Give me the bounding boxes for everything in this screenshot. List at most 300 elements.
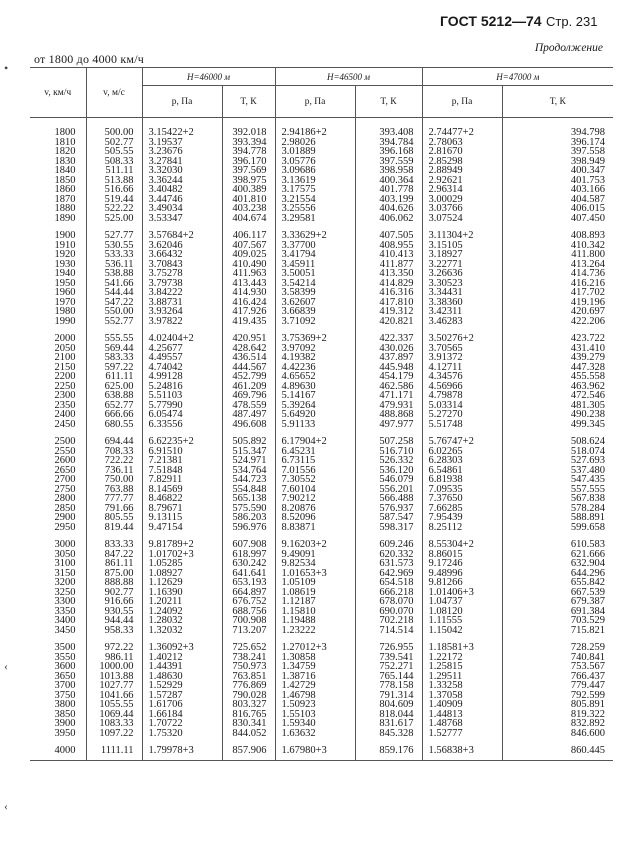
cell-speed-kmh: 3550 — [54, 651, 76, 663]
cell-pressure: 3.27841 — [142, 157, 222, 167]
cell-pressure: 8.25112 — [422, 523, 502, 533]
cell-speed-kmh: 1830 — [54, 155, 76, 167]
cell-pressure: 9.81789+2 — [142, 540, 222, 550]
cell-temperature: 409.025 — [222, 250, 275, 260]
cell-pressure: 3.53347 — [142, 214, 222, 224]
cell-pressure: 1.55103 — [275, 710, 355, 720]
cell-speed-kmh: 1840 — [54, 165, 76, 176]
cell-speed-ms: 777.77 — [86, 494, 142, 504]
cell-temperature: 791.314 — [355, 691, 422, 701]
cell-speed-ms: 505.55 — [86, 147, 142, 157]
cell-speed-ms: 958.33 — [86, 626, 142, 636]
cell-pressure: 3.30523 — [422, 279, 502, 289]
cell-pressure: 1.50923 — [275, 700, 355, 710]
cell-pressure: 3.49034 — [142, 204, 222, 214]
cell-pressure: 1.61706 — [142, 700, 222, 710]
cell-speed-ms: 1027.77 — [86, 681, 142, 691]
cell-pressure: 3.57684+2 — [142, 231, 222, 241]
cell-pressure: 3.84222 — [142, 288, 222, 298]
cell-speed-kmh: 1880 — [54, 203, 76, 214]
cell-pressure: 3.46283 — [422, 317, 502, 327]
cell-pressure: 2.81670 — [422, 147, 502, 157]
cell-temperature: 567.838 — [502, 494, 613, 504]
col-header-kmh: v, км/ч — [30, 68, 86, 118]
cell-speed-kmh: 4000 — [30, 746, 86, 760]
cell-temperature: 499.345 — [502, 420, 613, 430]
cell-temperature: 575.590 — [222, 504, 275, 514]
cell-temperature: 490.238 — [502, 410, 613, 420]
cell-pressure: 2.92621 — [422, 176, 502, 186]
cell-pressure: 3.32030 — [142, 166, 222, 176]
cell-speed-kmh: 3500 — [54, 642, 76, 653]
cell-temperature: 576.937 — [355, 504, 422, 514]
cell-pressure: 1.15042 — [422, 626, 502, 636]
cell-pressure: 3.05776 — [275, 157, 355, 167]
cell-temperature: 750.973 — [222, 662, 275, 672]
table-row — [30, 317, 613, 327]
cell-speed-ms: 502.77 — [86, 138, 142, 148]
cell-temperature: 410.490 — [222, 260, 275, 270]
cell-pressure: 7.95439 — [422, 513, 502, 523]
cell-speed-kmh: 2650 — [54, 464, 76, 476]
cell-pressure: 1.01702+3 — [142, 550, 222, 560]
cell-pressure: 3.03766 — [422, 204, 502, 214]
cell-speed-kmh: 2300 — [54, 390, 76, 401]
cell-pressure: 3.97092 — [275, 344, 355, 354]
cell-temperature: 803.327 — [222, 700, 275, 710]
cell-speed-kmh: 1800 — [54, 127, 76, 138]
cell-temperature: 444.567 — [222, 363, 275, 373]
cell-pressure: 3.42311 — [422, 307, 502, 317]
cell-temperature: 416.424 — [222, 298, 275, 308]
standard-number: ГОСТ 5212—74 — [440, 13, 542, 29]
cell-temperature: 407.505 — [355, 231, 422, 241]
cell-pressure: 3.17575 — [275, 185, 355, 195]
cell-speed-ms: 555.55 — [86, 334, 142, 344]
cell-speed-ms: 522.22 — [86, 204, 142, 214]
cell-pressure: 1.40909 — [422, 700, 502, 710]
cell-pressure: 3.26636 — [422, 269, 502, 279]
cell-temperature: 621.666 — [502, 550, 613, 560]
cell-pressure: 4.99128 — [142, 372, 222, 382]
cell-pressure: 1.40212 — [142, 653, 222, 663]
cell-pressure: 5.64920 — [275, 410, 355, 420]
cell-temperature: 845.328 — [355, 729, 422, 739]
cell-temperature: 481.305 — [502, 401, 613, 411]
cell-speed-ms: 944.44 — [86, 616, 142, 626]
cell-pressure: 1.44813 — [422, 710, 502, 720]
cell-pressure: 1.59340 — [275, 719, 355, 729]
cell-pressure: 3.91372 — [422, 353, 502, 363]
cell-speed-kmh: 1980 — [54, 306, 76, 317]
cell-pressure: 1.08120 — [422, 607, 502, 617]
cell-temperature: 641.641 — [222, 569, 275, 579]
cell-pressure: 4.79878 — [422, 391, 502, 401]
cell-pressure: 1.01653+3 — [275, 569, 355, 579]
cell-temperature: 394.778 — [222, 147, 275, 157]
cell-temperature: 702.218 — [355, 616, 422, 626]
cell-temperature: 588.891 — [502, 513, 613, 523]
cell-temperature: 411.963 — [222, 269, 275, 279]
cell-temperature: 431.410 — [502, 344, 613, 354]
cell-pressure: 3.66432 — [142, 250, 222, 260]
cell-speed-kmh: 3200 — [54, 577, 76, 588]
cell-speed-ms: 527.77 — [86, 231, 142, 241]
cell-temperature: 526.332 — [355, 456, 422, 466]
cell-speed-ms: 533.33 — [86, 250, 142, 260]
cell-temperature: 401.778 — [355, 185, 422, 195]
cell-pressure: 1.67980+3 — [275, 746, 355, 760]
cell-pressure: 1.16390 — [142, 588, 222, 598]
table-row — [30, 420, 613, 430]
cell-temperature: 408.955 — [355, 241, 422, 251]
cell-speed-kmh: 3450 — [54, 624, 76, 636]
cell-temperature: 610.583 — [502, 540, 613, 550]
cell-pressure: 8.79671 — [142, 504, 222, 514]
cell-speed-ms: 597.22 — [86, 363, 142, 373]
cell-pressure: 3.15105 — [422, 241, 502, 251]
table-row — [30, 626, 613, 636]
cell-temperature: 715.821 — [502, 626, 613, 636]
cell-pressure: 1.11555 — [422, 616, 502, 626]
cell-temperature: 631.573 — [355, 559, 422, 569]
cell-pressure: 9.82534 — [275, 559, 355, 569]
cell-speed-ms: 666.66 — [86, 410, 142, 420]
cell-pressure: 4.12711 — [422, 363, 502, 373]
cell-temperature: 546.079 — [355, 475, 422, 485]
cell-temperature: 508.624 — [502, 437, 613, 447]
cell-pressure: 1.48768 — [422, 719, 502, 729]
cell-speed-kmh: 1950 — [54, 277, 76, 289]
cell-temperature: 726.955 — [355, 643, 422, 653]
cell-temperature: 632.904 — [502, 559, 613, 569]
cell-pressure: 1.34759 — [275, 662, 355, 672]
cell-pressure: 3.40482 — [142, 185, 222, 195]
cell-pressure: 9.16203+2 — [275, 540, 355, 550]
cell-pressure: 3.36244 — [142, 176, 222, 186]
cell-temperature: 401.753 — [502, 176, 613, 186]
cell-speed-kmh: 1970 — [54, 296, 76, 308]
cell-temperature: 478.559 — [222, 401, 275, 411]
cell-temperature: 776.869 — [222, 681, 275, 691]
cell-speed-kmh: 3300 — [54, 596, 76, 607]
cell-temperature: 419.435 — [222, 317, 275, 327]
cell-pressure: 4.25677 — [142, 344, 222, 354]
cell-pressure: 1.22172 — [422, 653, 502, 663]
cell-temperature: 805.891 — [502, 700, 613, 710]
cell-pressure: 3.70565 — [422, 344, 502, 354]
cell-speed-ms: 569.44 — [86, 344, 142, 354]
cell-pressure: 3.01889 — [275, 147, 355, 157]
cell-speed-ms: 513.88 — [86, 176, 142, 186]
cell-pressure: 1.38716 — [275, 672, 355, 682]
cell-pressure: 3.07524 — [422, 214, 502, 224]
cell-temperature: 430.026 — [355, 344, 422, 354]
col-header-temperature: T, К — [222, 86, 275, 118]
cell-temperature: 664.897 — [222, 588, 275, 598]
cell-speed-ms: 583.33 — [86, 353, 142, 363]
cell-speed-ms: 508.33 — [86, 157, 142, 167]
cell-temperature: 423.722 — [502, 334, 613, 344]
cell-speed-kmh: 1860 — [54, 184, 76, 195]
cell-temperature: 505.892 — [222, 437, 275, 447]
cell-pressure: 6.91510 — [142, 447, 222, 457]
cell-speed-ms: 875.00 — [86, 569, 142, 579]
cell-pressure: 3.22771 — [422, 260, 502, 270]
cell-pressure: 3.88731 — [142, 298, 222, 308]
cell-temperature: 396.170 — [222, 157, 275, 167]
cell-speed-kmh: 1960 — [54, 287, 76, 298]
cell-temperature: 487.497 — [222, 410, 275, 420]
cell-pressure: 3.79738 — [142, 279, 222, 289]
cell-speed-kmh: 2050 — [54, 342, 76, 354]
cell-pressure: 1.57287 — [142, 691, 222, 701]
cell-pressure: 3.75278 — [142, 269, 222, 279]
cell-temperature: 408.893 — [502, 231, 613, 241]
cell-temperature: 452.799 — [222, 372, 275, 382]
cell-temperature: 524.971 — [222, 456, 275, 466]
cell-temperature: 831.617 — [355, 719, 422, 729]
cell-temperature: 413.443 — [222, 279, 275, 289]
cell-speed-kmh: 1870 — [54, 193, 76, 205]
cell-speed-kmh: 3900 — [54, 718, 76, 729]
cell-temperature: 396.174 — [502, 138, 613, 148]
cell-pressure: 1.01406+3 — [422, 588, 502, 598]
cell-pressure: 1.63632 — [275, 729, 355, 739]
cell-temperature: 398.975 — [222, 176, 275, 186]
cell-pressure: 1.70722 — [142, 719, 222, 729]
cell-temperature: 544.723 — [222, 475, 275, 485]
cell-temperature: 596.976 — [222, 523, 275, 533]
cell-temperature: 393.408 — [355, 128, 422, 138]
cell-pressure: 3.58399 — [275, 288, 355, 298]
cell-temperature: 565.138 — [222, 494, 275, 504]
cell-pressure: 4.34576 — [422, 372, 502, 382]
cell-pressure: 2.78063 — [422, 138, 502, 148]
cell-speed-kmh: 2150 — [54, 361, 76, 373]
cell-pressure: 6.81938 — [422, 475, 502, 485]
cell-temperature: 666.218 — [355, 588, 422, 598]
cell-pressure: 9.48996 — [422, 569, 502, 579]
cell-temperature: 844.052 — [222, 729, 275, 739]
cell-speed-ms: 638.88 — [86, 391, 142, 401]
cell-temperature: 407.450 — [502, 214, 613, 224]
cell-temperature: 396.168 — [355, 147, 422, 157]
cell-speed-ms: 538.88 — [86, 269, 142, 279]
cell-speed-kmh: 1930 — [54, 258, 76, 270]
cell-temperature: 790.028 — [222, 691, 275, 701]
cell-temperature: 690.070 — [355, 607, 422, 617]
cell-pressure: 4.49557 — [142, 353, 222, 363]
cell-pressure: 9.47154 — [142, 523, 222, 533]
cell-pressure: 1.52929 — [142, 681, 222, 691]
cell-temperature: 547.435 — [502, 475, 613, 485]
cell-temperature: 410.413 — [355, 250, 422, 260]
cell-speed-ms: 694.44 — [86, 437, 142, 447]
cell-pressure: 4.19382 — [275, 353, 355, 363]
cell-pressure: 5.51103 — [142, 391, 222, 401]
cell-temperature: 644.296 — [502, 569, 613, 579]
cell-temperature: 439.279 — [502, 353, 613, 363]
cell-speed-ms: 625.00 — [86, 382, 142, 392]
cell-pressure: 3.62607 — [275, 298, 355, 308]
cell-pressure: 7.82911 — [142, 475, 222, 485]
cell-pressure: 1.28032 — [142, 616, 222, 626]
cell-pressure: 3.13619 — [275, 176, 355, 186]
cell-temperature: 400.389 — [222, 185, 275, 195]
cell-pressure: 1.30858 — [275, 653, 355, 663]
speed-range-caption: от 1800 до 4000 км/ч — [34, 52, 144, 66]
cell-speed-ms: 1055.55 — [86, 700, 142, 710]
cell-temperature: 752.271 — [355, 662, 422, 672]
cell-speed-kmh: 2600 — [54, 455, 76, 466]
cell-speed-kmh: 2950 — [54, 521, 76, 533]
cell-pressure: 5.24816 — [142, 382, 222, 392]
cell-temperature: 406.062 — [355, 214, 422, 224]
cell-temperature: 422.206 — [502, 317, 613, 327]
cell-temperature: 411.800 — [502, 250, 613, 260]
cell-speed-kmh: 3800 — [54, 699, 76, 710]
cell-pressure: 5.27270 — [422, 410, 502, 420]
cell-temperature: 437.897 — [355, 353, 422, 363]
cell-pressure: 7.66285 — [422, 504, 502, 514]
cell-temperature: 598.317 — [355, 523, 422, 533]
cell-temperature: 403.238 — [222, 204, 275, 214]
cell-temperature: 779.447 — [502, 681, 613, 691]
cell-pressure: 1.20211 — [142, 597, 222, 607]
cell-pressure: 3.50276+2 — [422, 334, 502, 344]
cell-speed-ms: 511.11 — [86, 166, 142, 176]
cell-pressure: 3.54214 — [275, 279, 355, 289]
cell-temperature: 419.196 — [502, 298, 613, 308]
cell-pressure: 5.14167 — [275, 391, 355, 401]
cell-pressure: 1.42729 — [275, 681, 355, 691]
cell-pressure: 3.97822 — [142, 317, 222, 327]
cell-speed-kmh: 3850 — [54, 708, 76, 720]
cell-temperature: 859.176 — [355, 746, 422, 760]
cell-pressure: 3.37700 — [275, 241, 355, 251]
altitude-header: H=47000 м — [422, 68, 613, 86]
cell-speed-kmh: 3100 — [54, 558, 76, 569]
table-row — [30, 214, 613, 224]
cell-temperature: 436.514 — [222, 353, 275, 363]
cell-temperature: 393.394 — [222, 138, 275, 148]
cell-temperature: 422.337 — [355, 334, 422, 344]
cell-pressure: 5.91133 — [275, 420, 355, 430]
cell-speed-kmh: 3250 — [54, 586, 76, 598]
cell-speed-ms: 847.22 — [86, 550, 142, 560]
cell-pressure: 3.33629+2 — [275, 231, 355, 241]
cell-temperature: 410.342 — [502, 241, 613, 251]
cell-temperature: 403.199 — [355, 195, 422, 205]
standard-atmosphere-table — [30, 67, 613, 761]
cell-temperature: 411.877 — [355, 260, 422, 270]
cell-speed-ms: 547.22 — [86, 298, 142, 308]
cell-speed-kmh: 3650 — [54, 670, 76, 682]
cell-pressure: 6.54861 — [422, 466, 502, 476]
cell-pressure: 3.34431 — [422, 288, 502, 298]
cell-temperature: 392.018 — [222, 128, 275, 138]
cell-speed-ms: 1000.00 — [86, 662, 142, 672]
cell-pressure: 1.04737 — [422, 597, 502, 607]
table-row — [30, 746, 613, 760]
cell-speed-ms: 833.33 — [86, 540, 142, 550]
cell-speed-ms: 791.66 — [86, 504, 142, 514]
cell-pressure: 1.52777 — [422, 729, 502, 739]
cell-temperature: 463.962 — [502, 382, 613, 392]
cell-speed-kmh: 1920 — [54, 249, 76, 260]
cell-temperature: 400.364 — [355, 176, 422, 186]
cell-pressure: 1.36092+3 — [142, 643, 222, 653]
cell-temperature: 400.347 — [502, 166, 613, 176]
altitude-header: H=46500 м — [275, 68, 422, 86]
cell-speed-ms: 519.44 — [86, 195, 142, 205]
cell-speed-kmh: 1810 — [54, 136, 76, 148]
cell-speed-kmh: 1900 — [54, 230, 76, 241]
table-body — [30, 118, 613, 761]
cell-speed-kmh: 1850 — [54, 174, 76, 186]
altitude-header: H=46000 м — [142, 68, 275, 86]
cell-pressure: 2.98026 — [275, 138, 355, 148]
cell-pressure: 6.02265 — [422, 447, 502, 457]
cell-temperature: 447.328 — [502, 363, 613, 373]
cell-pressure: 1.05285 — [142, 559, 222, 569]
cell-pressure: 8.14569 — [142, 485, 222, 495]
cell-pressure: 1.05109 — [275, 578, 355, 588]
cell-temperature: 860.445 — [502, 746, 613, 760]
cell-temperature: 472.546 — [502, 391, 613, 401]
cell-temperature: 816.765 — [222, 710, 275, 720]
cell-temperature: 620.332 — [355, 550, 422, 560]
cell-pressure: 3.09686 — [275, 166, 355, 176]
cell-speed-ms: 552.77 — [86, 317, 142, 327]
cell-pressure: 7.90212 — [275, 494, 355, 504]
cell-temperature: 832.892 — [502, 719, 613, 729]
cell-pressure: 1.48630 — [142, 672, 222, 682]
cell-temperature: 857.906 — [222, 746, 275, 760]
cell-temperature: 407.567 — [222, 241, 275, 251]
cell-pressure: 3.29581 — [275, 214, 355, 224]
cell-temperature: 516.710 — [355, 447, 422, 457]
cell-pressure: 2.94186+2 — [275, 128, 355, 138]
cell-speed-kmh: 2700 — [54, 474, 76, 485]
cell-temperature: 599.658 — [502, 523, 613, 533]
table-row — [30, 523, 613, 533]
cell-pressure: 6.05474 — [142, 410, 222, 420]
cell-temperature: 607.908 — [222, 540, 275, 550]
cell-temperature: 655.842 — [502, 578, 613, 588]
cell-speed-kmh: 2550 — [54, 445, 76, 457]
cell-speed-kmh: 3400 — [54, 615, 76, 626]
col-header-temperature: T, К — [502, 86, 613, 118]
cell-temperature: 397.569 — [222, 166, 275, 176]
cell-pressure: 3.25556 — [275, 204, 355, 214]
cell-pressure: 1.75320 — [142, 729, 222, 739]
col-header-ms: v, м/с — [86, 68, 142, 118]
cell-temperature: 445.948 — [355, 363, 422, 373]
cell-speed-ms: 1069.44 — [86, 710, 142, 720]
cell-pressure: 3.21554 — [275, 195, 355, 205]
cell-speed-kmh: 1990 — [54, 315, 76, 327]
cell-temperature: 471.171 — [355, 391, 422, 401]
cell-temperature: 398.958 — [355, 166, 422, 176]
cell-speed-ms: 861.11 — [86, 559, 142, 569]
cell-temperature: 578.284 — [502, 504, 613, 514]
cell-temperature: 527.693 — [502, 456, 613, 466]
cell-pressure: 3.23676 — [142, 147, 222, 157]
cell-pressure: 1.15810 — [275, 607, 355, 617]
cell-temperature: 454.179 — [355, 372, 422, 382]
